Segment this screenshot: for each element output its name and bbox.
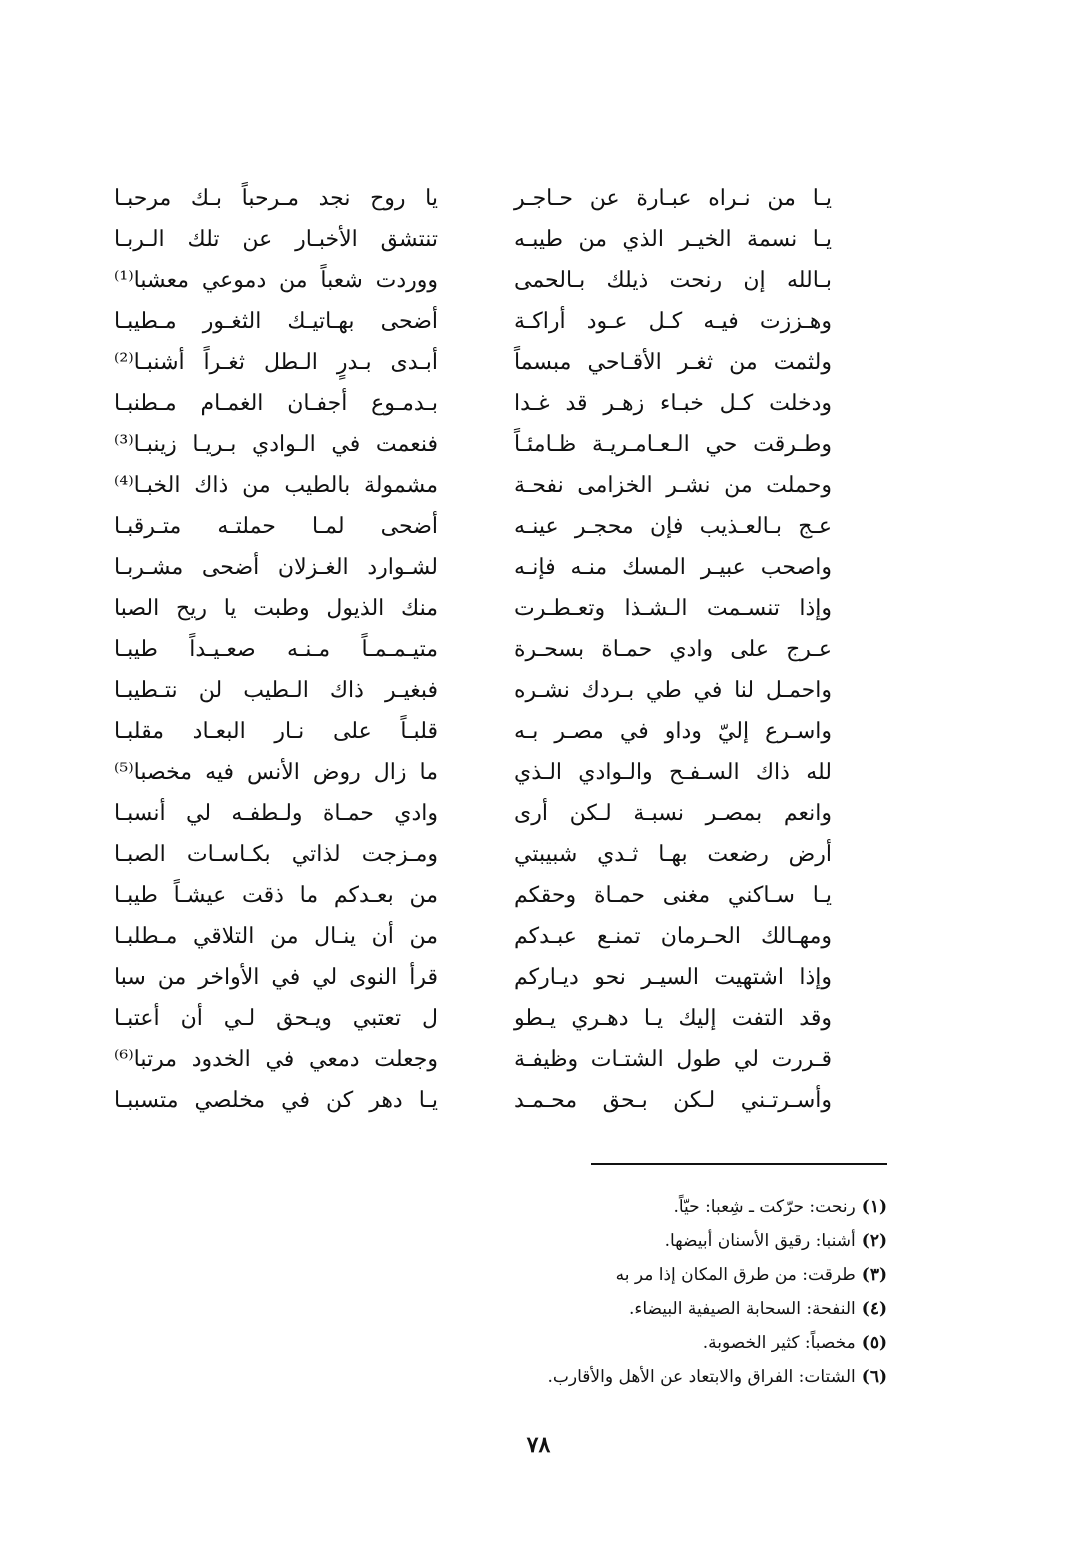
verse-second-hemistich: أضحى بهـاتيـك الثغـور مـطيبـا (114, 309, 438, 334)
footnote (327, 1360, 887, 1394)
verse-second-hemistich: تنتشق الأخبـار عن تلك الـربـا (114, 227, 438, 252)
footnote-number: (١) (861, 1197, 887, 1217)
footnote-number: (٢) (861, 1231, 887, 1251)
verse-first-hemistich: أرض رضعت بهـا ثـدي شبيبتي (514, 842, 832, 867)
verse-second-hemistich: ومـزجت لذاتي بكـاسـات الصبـا (114, 842, 438, 867)
verse-second-hemistich: ما زال روض الأنس فيه مخصبا⁽⁵⁾ (114, 760, 438, 785)
poem (96, 180, 856, 1120)
verse-second-hemistich: ووردت شعباً من دموعي معشبا⁽¹⁾ (114, 268, 438, 293)
footnote-text: النفحة: السحابة الصيفية البيضاء. (628, 1299, 856, 1319)
verse-first-hemistich: لله ذاك السـفـح والـوادي الـذي (514, 760, 832, 785)
verse-first-hemistich: وإذا تنسـمت الـشـذا وتعـطـرت (514, 596, 832, 621)
footnote (327, 1292, 887, 1326)
verse-second-hemistich: قرأ النوى لي في الأواخر من سبا (114, 965, 438, 990)
verse-second-hemistich: فبغيـر ذاك الـطيب لن نتـطيبـا (114, 678, 438, 703)
verse-first-hemistich: ولثمت من ثغـر الأقـاحي مبسماً (514, 350, 832, 375)
footnote-number: (٥) (861, 1333, 887, 1353)
verse-row (96, 426, 856, 463)
verse-row (96, 590, 856, 627)
verse-second-hemistich: لشـوارد الغـزلان أضحى مشـربـا (114, 555, 438, 580)
verse-first-hemistich: يـا من نـراه عبـارة عن حـاجـر (514, 186, 832, 211)
verse-first-hemistich: وانعم بمصـر نسبـة لـكن أرى (514, 801, 832, 826)
verse-row (96, 672, 856, 709)
verse-row (96, 262, 856, 299)
verse-row (96, 1041, 856, 1078)
verse-row (96, 877, 856, 914)
verse-first-hemistich: ومهـالك الحـرمان تمنـع عبـدكم (514, 924, 832, 949)
verse-second-hemistich: وادي حمـاة ولـطفـه لي أنسبـا (114, 801, 438, 826)
verse-row (96, 713, 856, 750)
verse-first-hemistich: واصحب عبيـر المسك منـه فإنـه (514, 555, 832, 580)
verse-first-hemistich: عـج بـالعـذيب فإن محجـر عينـه (514, 514, 832, 539)
verse-second-hemistich: ل تعتبي ويـحق لـي أن أعتبـا (114, 1006, 438, 1031)
footnote (327, 1258, 887, 1292)
verse-first-hemistich: واحمـل لنا في طي بـردك نشـره (514, 678, 832, 703)
verse-first-hemistich: ودخلت كـل خبـاء زهـر قد غـدا (514, 391, 832, 416)
verse-first-hemistich: وهـززت فيـه كـل عـود أراكـة (514, 309, 832, 334)
verse-row (96, 549, 856, 586)
verse-second-hemistich: بـدمـوع أجفـان الغمـام مـطنبـا (114, 391, 438, 416)
verse-first-hemistich: وحملت من نشـر الخزامى نفحـة (514, 473, 832, 498)
verse-row (96, 467, 856, 504)
verse-row (96, 385, 856, 422)
verse-row (96, 918, 856, 955)
verse-second-hemistich: قلبـاً على نـار البعـاد مقلبـا (114, 719, 438, 744)
verse-second-hemistich: أبـدى بـدرٍ الـطل ثغـراً أشنبـا⁽²⁾ (114, 350, 438, 375)
verse-row (96, 221, 856, 258)
footnote-text: الشتات: الفراق والابتعاد عن الأهل والأقارب. (547, 1367, 856, 1387)
verse-first-hemistich: وطـرقت حي الـعـامـريـة ظـامئـاً (514, 432, 832, 457)
verse-first-hemistich: قـررت لي طول الشتـات وظيفـة (514, 1047, 832, 1072)
footnote-number: (٤) (861, 1299, 887, 1319)
verse-first-hemistich: وإذا اشتهيت السيـر نحو ديـاركم (514, 965, 832, 990)
verse-row (96, 344, 856, 381)
verse-first-hemistich: يـا نسمة الخيـر الذي من طيبـه (514, 227, 832, 252)
verse-second-hemistich: منك الذيول وطبت يا ريح الصبا (114, 596, 438, 621)
verse-row (96, 508, 856, 545)
footnote-text: طرقت: من طرق المكان إذا مر به (615, 1265, 856, 1285)
verse-first-hemistich: واسـرع إليّ وداو في مصـر بـه (514, 719, 832, 744)
verse-second-hemistich: يا روح نجد مـرحباً بـك مرحبـا (114, 186, 438, 211)
verse-first-hemistich: وأسـرتـني لـكن بـحق محـمـد (514, 1088, 832, 1113)
verse-row (96, 959, 856, 996)
verse-second-hemistich: وجعلت دمعي في الخدود مرتبا⁽⁶⁾ (114, 1047, 438, 1072)
footnote-separator (591, 1163, 887, 1165)
footnote-text: أشنبا: رقيق الأسنان أبيضها. (664, 1231, 856, 1251)
verse-row (96, 795, 856, 832)
verse-second-hemistich: متيـمـمـاً مـنـه صعـيـداً طيبـا (114, 637, 438, 662)
verse-second-hemistich: من أن ينـال من التلاقي مـطلبـا (114, 924, 438, 949)
footnote (327, 1224, 887, 1258)
footnote (327, 1326, 887, 1360)
page-number: ٧٨ (526, 1432, 551, 1458)
verse-second-hemistich: فنعمت في الـوادي بـريـا زينبـا⁽³⁾ (114, 432, 438, 457)
verse-second-hemistich: مشمولة بالطيب من ذاك الخبـا⁽⁴⁾ (114, 473, 438, 498)
verse-row (96, 631, 856, 668)
verse-second-hemistich: أضحى لمـا حملتـه متـرقبـا (114, 514, 438, 539)
footnote-number: (٣) (861, 1265, 887, 1285)
verse-first-hemistich: عـرج على وادي حمـاة بسحـرة (514, 637, 832, 662)
verse-row (96, 180, 856, 217)
verse-row (96, 303, 856, 340)
footnote (327, 1190, 887, 1224)
verse-second-hemistich: يـا دهر كن في مخلصي متسببـا (114, 1088, 438, 1113)
footnote-number: (٦) (861, 1367, 887, 1387)
footnote-text: رنحت: حرّكت ـ شِعبا: حيّاً. (673, 1197, 856, 1217)
verse-row (96, 1082, 856, 1119)
verse-first-hemistich: وقد التفت إليك يـا دهـري يـطو (514, 1006, 832, 1031)
verse-row (96, 1000, 856, 1037)
verse-first-hemistich: بـالله إن رنحت ذيلك بـالحمى (514, 268, 832, 293)
verse-first-hemistich: يـا سـاكني مغنى حمـاة وحقكم (514, 883, 832, 908)
verse-second-hemistich: من بعـدكم ما ذقت عيشـاً طيبـا (114, 883, 438, 908)
verse-row (96, 836, 856, 873)
verse-row (96, 754, 856, 791)
footnote-text: مخصباً: كثير الخصوبة. (702, 1333, 856, 1353)
footnotes (327, 1190, 887, 1394)
